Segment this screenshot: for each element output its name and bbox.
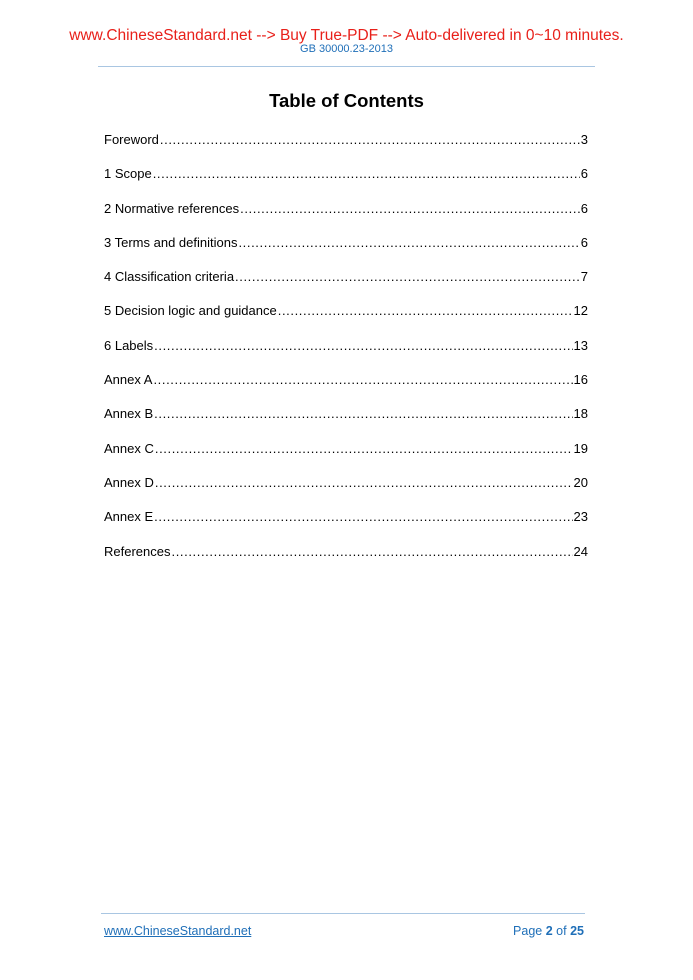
toc-entry-label: Annex B [104,406,154,422]
toc-dot-leader [154,337,572,354]
toc-entry-page: 19 [573,440,588,456]
toc-entry-references[interactable] [104,542,588,576]
toc-entry-label: References [104,543,171,559]
toc-entry-page: 20 [573,474,588,490]
toc-entry-label: Foreword [104,132,159,147]
toc-entry-label: 4 Classification criteria [104,269,235,285]
toc-entry-label: Annex C [104,440,154,456]
page-prefix: Page [513,924,543,938]
toc-dot-leader [171,543,572,560]
toc-entry-annex-c[interactable] [104,439,588,473]
toc-dot-leader [238,234,579,251]
footer-website-link[interactable]: www.ChineseStandard.net [104,924,252,938]
toc-entry-annex-d[interactable] [104,473,588,507]
toc-entry-annex-e[interactable] [104,507,588,541]
toc-entry-page: 24 [573,543,588,559]
footer-divider [101,913,585,914]
toc-entry-labels[interactable] [104,336,588,370]
toc-entry-label: 1 Scope [104,166,152,182]
toc-entry-page: 6 [580,234,588,250]
toc-entry-page: 7 [580,269,588,285]
toc-entry-scope[interactable] [104,164,588,198]
toc-title: Table of Contents [269,90,424,111]
toc-dot-leader [160,131,580,148]
toc-list [104,130,588,576]
page-indicator [513,924,584,939]
page-total: 25 [570,924,584,938]
toc-dot-leader [240,200,580,217]
toc-entry-decision-logic[interactable] [104,301,588,335]
toc-entry-page: 13 [573,337,588,353]
page-current: 2 [545,924,553,938]
header-divider [98,66,595,67]
document-code: GB 30000.23-2013 [300,43,393,55]
toc-dot-leader [153,165,580,182]
toc-dot-leader [235,268,580,285]
promo-banner[interactable]: www.ChineseStandard.net --> Buy True-PDF --> Auto-delivered in 0~10 minutes. [69,27,624,44]
toc-entry-label: 6 Labels [104,337,154,353]
toc-entry-page: 16 [573,372,588,388]
toc-entry-classification-criteria[interactable] [104,267,588,301]
toc-entry-normative-references[interactable] [104,199,588,233]
toc-entry-terms-and-definitions[interactable] [104,233,588,267]
toc-entry-label: 5 Decision logic and guidance [104,303,277,319]
toc-entry-page: 6 [580,166,588,182]
page-of: of [556,924,567,938]
toc-dot-leader [154,508,572,525]
toc-dot-leader [155,474,573,491]
toc-entry-page: 3 [580,132,588,147]
toc-entry-page: 6 [580,200,588,216]
toc-entry-annex-b[interactable] [104,404,588,438]
toc-entry-label: 2 Normative references [104,200,240,216]
toc-dot-leader [153,371,572,388]
toc-dot-leader [278,302,573,319]
toc-entry-label: Annex E [104,509,154,525]
toc-entry-page: 18 [573,406,588,422]
toc-dot-leader [154,405,572,422]
toc-entry-page: 23 [573,509,588,525]
toc-entry-label: Annex A [104,372,153,388]
toc-entry-label: 3 Terms and definitions [104,234,238,250]
toc-entry-annex-a[interactable] [104,370,588,404]
toc-entry-page: 12 [573,303,588,319]
toc-dot-leader [155,440,573,457]
toc-entry-label: Annex D [104,474,154,490]
toc-entry-foreword[interactable] [104,130,588,164]
